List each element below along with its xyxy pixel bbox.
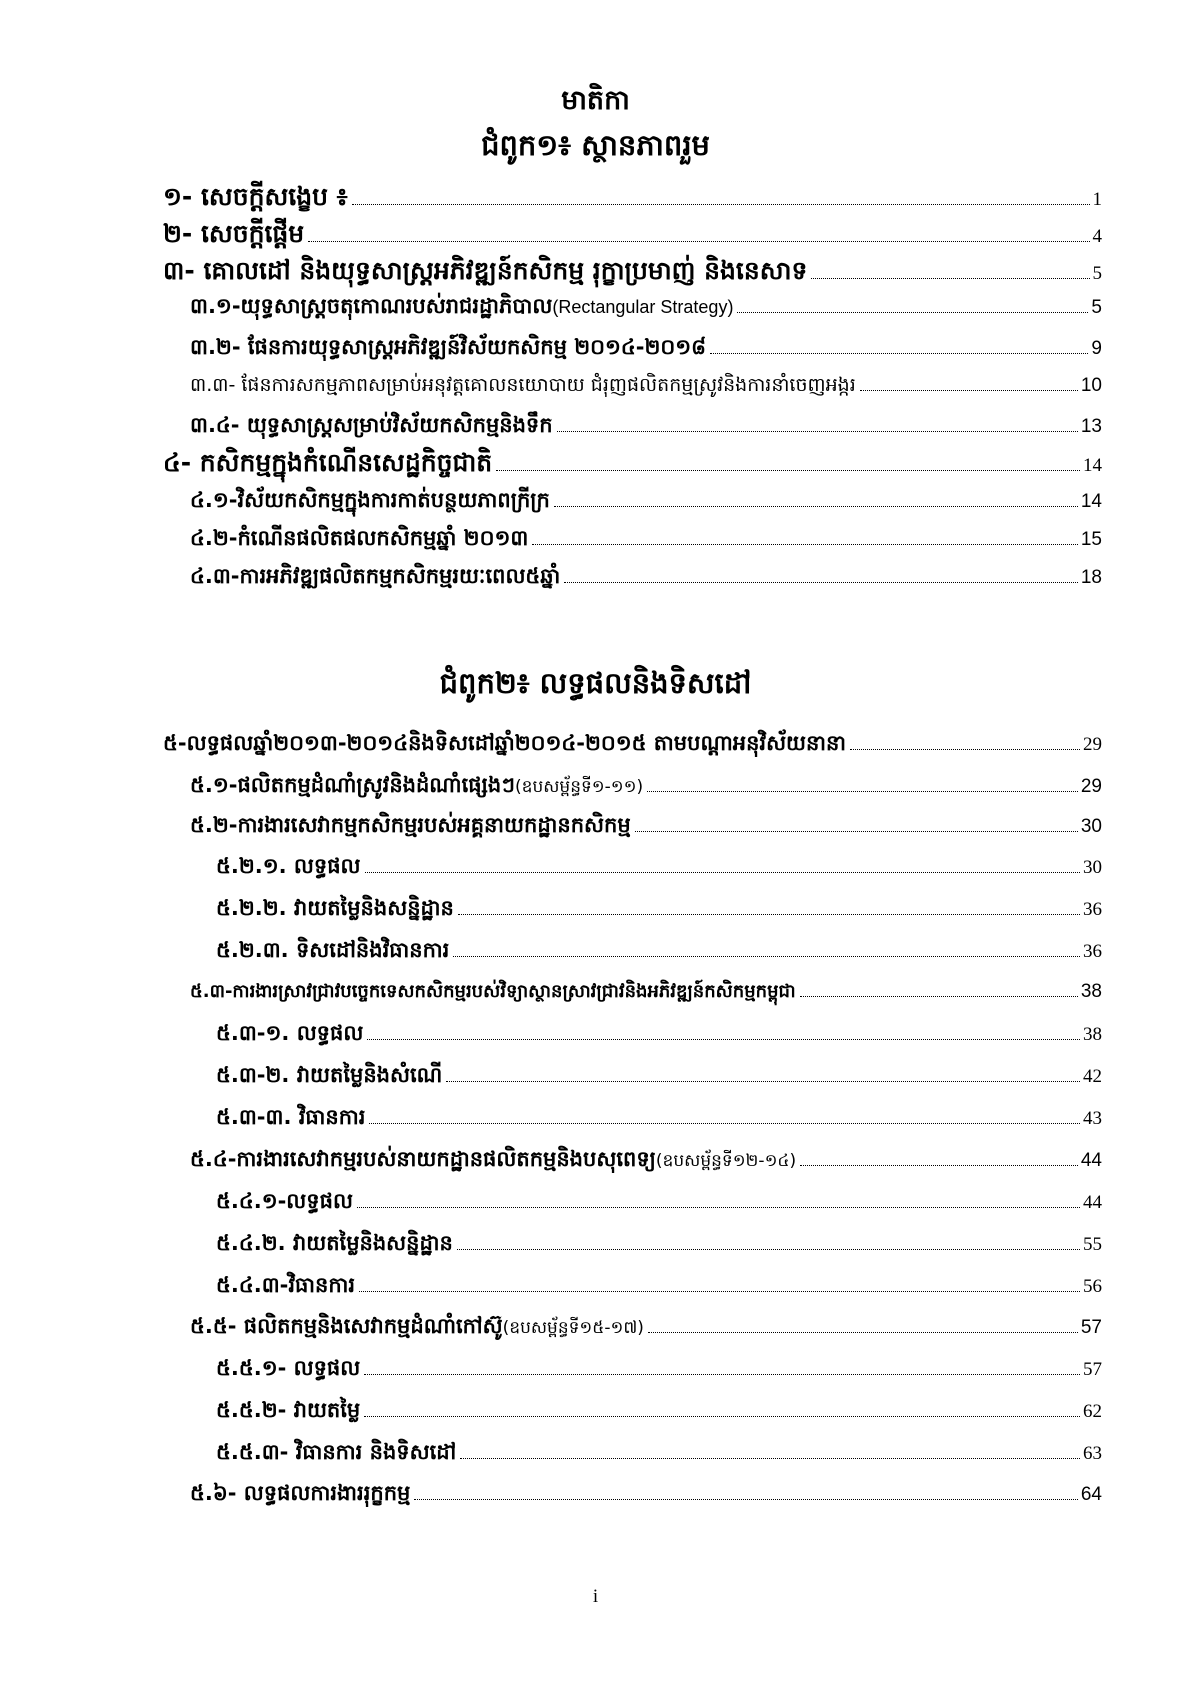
toc-entry-label: ៥.២.២. វាយតម្លៃនិងសន្និដ្ឋាន <box>216 896 454 920</box>
toc-entry-page: 14 <box>1083 455 1102 476</box>
toc-entry-note: (ឧបសម្ព័ន្ធទី១២-១៤) <box>655 1151 797 1171</box>
toc-entry-label: ៤.២-កំណើនផលិតផលកសិកម្មឆ្នាំ ២០១៣ <box>190 526 529 550</box>
toc-entry-page: 18 <box>1080 567 1102 588</box>
toc-entry-label: ៣- គោលដៅ និងយុទ្ធសាស្រ្តអភិវឌ្ឍន៍កសិកម្ម រុក្ខាប្រមាញ់ និងនេសាទ <box>163 256 808 285</box>
toc-entry <box>216 1355 1102 1386</box>
toc-entry-page: 42 <box>1083 1066 1102 1087</box>
chapter1-title: ជំពូក១៖ ស្ថានភាពរួម <box>481 128 710 162</box>
leader-dots <box>737 312 1088 313</box>
leader-dots <box>800 1165 1078 1166</box>
toc-entry <box>190 1146 1102 1177</box>
toc-entry-label: ៥.៣-១. លទ្ធផល <box>216 1021 364 1045</box>
toc-entry-label: ៥.៥- ផលិតកម្មនិងសេវាកម្មដំណាំកៅស៊ូ <box>190 1314 503 1338</box>
leader-dots <box>860 390 1078 391</box>
leader-dots <box>457 1249 1080 1250</box>
toc-entry <box>216 895 1102 926</box>
leader-dots <box>635 831 1078 832</box>
leader-dots <box>364 1374 1080 1375</box>
toc-entry-page: 44 <box>1083 1192 1102 1213</box>
toc-entry <box>163 256 1102 292</box>
toc-entry <box>216 1062 1102 1093</box>
leader-dots <box>365 872 1080 873</box>
toc-entry <box>216 853 1102 884</box>
leader-dots <box>532 544 1078 545</box>
leader-dots <box>446 1081 1080 1082</box>
toc-entry-label: ៣.៤- យុទ្ធសាស្រ្តសម្រាប់វិស័យកសិកម្មនិងទឹក <box>190 413 553 437</box>
toc-entry-page: 56 <box>1083 1276 1102 1297</box>
toc-entry-label: ៥.៤.២. វាយតម្លៃនិងសន្និដ្ឋាន <box>216 1231 453 1255</box>
toc-entry-page: 55 <box>1083 1234 1102 1255</box>
toc-entry-page: 63 <box>1083 1443 1102 1464</box>
toc-entry-page: 15 <box>1080 529 1102 550</box>
leader-dots <box>364 1416 1080 1417</box>
toc-entry <box>216 1272 1102 1303</box>
leader-dots <box>647 791 1078 792</box>
leader-dots <box>850 749 1080 750</box>
toc-entry-label: ៥-លទ្ធផលឆ្នាំ២០១៣-២០១៤និងទិសដៅឆ្នាំ២០១៤-២០១៥ តាមបណ្តាអនុវិស័យនានា <box>163 731 847 755</box>
toc-entry-page: 38 <box>1080 981 1102 1002</box>
leader-dots <box>496 470 1080 471</box>
leader-dots <box>352 204 1090 205</box>
toc-entry <box>216 937 1102 968</box>
toc-entry-note: (ឧបសម្ព័ន្ធទី១៥-១៧) <box>502 1318 644 1338</box>
toc-entry-label: ៥.៣-ការងារស្រាវជ្រាវបច្ចេកទេសកសិកម្មរបស់វិទ្យាស្ថានស្រាវជ្រាវនិងអភិវឌ្ឍន៍កសិកម្មកម្ពុជា <box>190 981 796 1002</box>
toc-entry <box>190 412 1102 443</box>
leader-dots <box>414 1499 1077 1500</box>
leader-dots <box>710 353 1088 354</box>
leader-dots <box>811 278 1089 279</box>
toc-entry-label: ៥.១-ផលិតកម្មដំណាំស្រូវនិងដំណាំផ្សេងៗ <box>190 773 516 797</box>
toc-entry <box>190 1480 1102 1511</box>
toc-entry <box>216 1230 1102 1261</box>
toc-entry-page: 36 <box>1083 941 1102 962</box>
leader-dots <box>800 996 1078 997</box>
toc-entry-page: 36 <box>1083 899 1102 920</box>
leader-dots <box>369 1123 1080 1124</box>
toc-entry-page: 5 <box>1091 297 1102 318</box>
toc-entry-page: 38 <box>1083 1024 1102 1045</box>
chapter2-title: ជំពូក២៖ លទ្ធផលនិងទិសដៅ <box>439 666 752 700</box>
toc-entry-label: ៥.២.១. លទ្ធផល <box>216 854 361 878</box>
toc-entry-page: 44 <box>1080 1150 1102 1171</box>
toc-entry <box>216 1020 1102 1051</box>
toc-entry-label: ៥.២-ការងារសេវាកម្មកសិកម្មរបស់អគ្គនាយកដ្ឋានកសិកម្ម <box>190 813 631 837</box>
toc-title: មាតិកា <box>561 85 630 116</box>
toc-entry-label: ២- សេចក្តីផ្តើម <box>163 219 305 248</box>
toc-entry <box>216 1104 1102 1135</box>
toc-entry-label: ៤.១-វិស័យកសិកម្មក្នុងការកាត់បន្ថយភាពក្រីក្រ <box>190 488 550 512</box>
toc-entry-label: ៥.៥.១- លទ្ធផល <box>216 1356 361 1380</box>
toc-entry-page: 43 <box>1083 1108 1102 1129</box>
toc-entry-label: ៥.៦- លទ្ធផលការងាររុក្ខកម្ម <box>190 1481 411 1505</box>
toc-entry-label: ៥.៣-៣. វិធានការ <box>216 1105 366 1129</box>
toc-entry-label: ១- សេចក្តីសង្ខេប ៖ <box>163 182 348 211</box>
toc-entry-label: ៥.៤.៣-វិធានការ <box>216 1273 356 1297</box>
toc-entry <box>190 293 1102 324</box>
toc-entry <box>163 182 1102 218</box>
leader-dots <box>648 1332 1078 1333</box>
toc-entry-label: ៣.១-យុទ្ធសាស្រ្តចតុកោណរបស់រាជរដ្ឋាភិបាល <box>190 294 553 318</box>
toc-entry-label: ៤- កសិកម្មក្នុងកំណើនសេដ្ឋកិច្ចជាតិ <box>163 448 493 477</box>
toc-entry-label: ៣.៣- ផែនការសកម្មភាពសម្រាប់អនុវត្តគោលនយោបាយ ជំរុញផលិតកម្មស្រូវនិងការនាំចេញអង្ករ <box>190 374 856 396</box>
toc-entry-label: ៣.២- ផែនការយុទ្ធសាស្រ្តអភិវឌ្ឍន៍វិស័យកសិកម្ម ២០១៤-២០១៨ <box>190 335 707 359</box>
toc-entry <box>190 1313 1102 1344</box>
leader-dots <box>367 1039 1080 1040</box>
leader-dots <box>308 241 1089 242</box>
toc-entry <box>190 563 1102 594</box>
toc-entry-note: (ឧបសម្ព័ន្ធទី១-១១) <box>515 777 644 797</box>
toc-entry <box>190 334 1102 365</box>
toc-entry <box>190 979 1102 1006</box>
toc-entry-page: 29 <box>1083 734 1102 755</box>
toc-entry <box>163 730 1102 761</box>
leader-dots <box>453 956 1080 957</box>
toc-entry <box>163 448 1102 484</box>
toc-entry-page: 4 <box>1092 226 1102 247</box>
toc-entry <box>216 1439 1102 1470</box>
toc-entry <box>190 812 1102 843</box>
toc-entry <box>163 219 1102 255</box>
toc-entry-label: ៥.៤-ការងារសេវាកម្មរបស់នាយកដ្ឋានផលិតកម្មនិងបសុពេទ្យ <box>190 1147 656 1171</box>
toc-entry-page: 1 <box>1092 189 1102 210</box>
toc-entry-page: 30 <box>1083 857 1102 878</box>
toc-entry-page: 30 <box>1080 816 1102 837</box>
toc-entry-note: (Rectangular Strategy) <box>552 297 734 317</box>
leader-dots <box>357 1207 1080 1208</box>
leader-dots <box>557 431 1078 432</box>
toc-entry-page: 13 <box>1080 416 1102 437</box>
page-number: i <box>592 1586 599 1607</box>
toc-entry-label: ៥.៤.១-លទ្ធផល <box>216 1189 353 1213</box>
toc-entry-page: 9 <box>1091 338 1102 359</box>
toc-entry <box>216 1188 1102 1219</box>
toc-entry <box>190 525 1102 556</box>
toc-entry-label: ៥.៣-២. វាយតម្លៃនិងសំណើ <box>216 1063 443 1087</box>
leader-dots <box>458 914 1080 915</box>
toc-entry-page: 29 <box>1080 776 1102 797</box>
leader-dots <box>564 582 1078 583</box>
toc-entry-label: ៥.៥.២- វាយតម្លៃ <box>216 1398 361 1422</box>
toc-entry-label: ៥.២.៣. ទិសដៅនិងវិធានការ <box>216 938 450 962</box>
toc-entry-page: 5 <box>1092 263 1102 284</box>
toc-entry <box>190 487 1102 518</box>
leader-dots <box>359 1291 1080 1292</box>
toc-entry-label: ៤.៣-ការអភិវឌ្ឍផលិតកម្មកសិកម្មរយៈពេល៥ឆ្នាំ <box>190 564 561 588</box>
toc-entry-page: 10 <box>1080 375 1102 396</box>
toc-entry <box>190 772 1102 803</box>
toc-entry-page: 14 <box>1080 491 1102 512</box>
toc-entry-page: 57 <box>1083 1359 1102 1380</box>
leader-dots <box>460 1458 1080 1459</box>
toc-entry <box>216 1397 1102 1428</box>
leader-dots <box>554 506 1078 507</box>
toc-entry <box>190 373 1102 401</box>
toc-entry-page: 57 <box>1080 1317 1102 1338</box>
toc-entry-page: 64 <box>1080 1484 1102 1505</box>
toc-entry-label: ៥.៥.៣- វិធានការ និងទិសដៅ <box>216 1440 457 1464</box>
toc-entry-page: 62 <box>1083 1401 1102 1422</box>
